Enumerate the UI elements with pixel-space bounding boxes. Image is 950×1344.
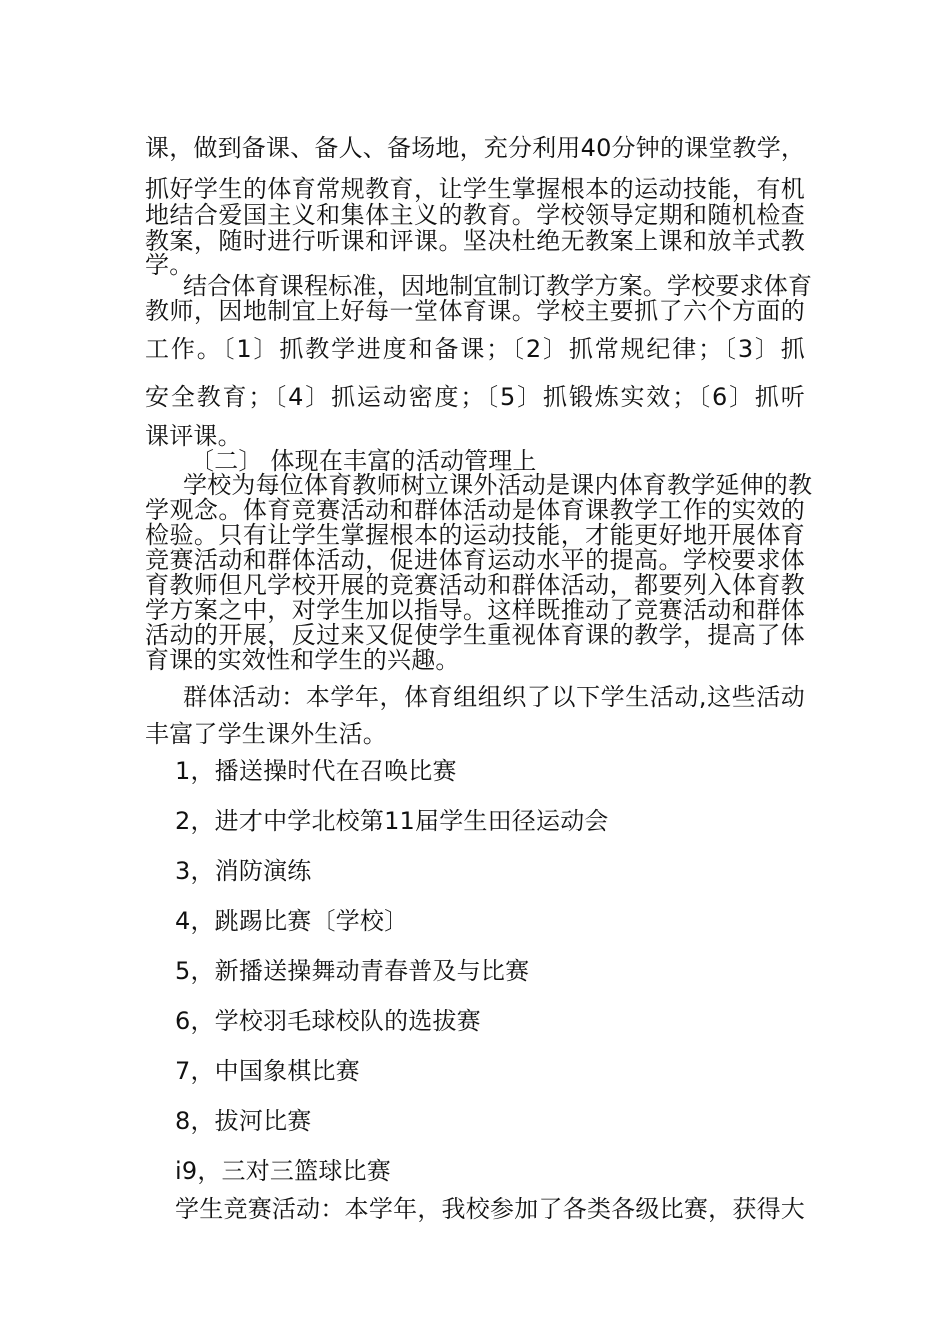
list-item: 3，消防演练: [175, 857, 312, 885]
paragraph-line: 检验。只有让学生掌握根本的运动技能，才能更好地开展体育: [145, 521, 805, 549]
paragraph-line: 学观念。体育竞赛活动和群体活动是体育课教学工作的实效的: [145, 496, 805, 524]
paragraph-line: 育课的实效性和学生的兴趣。: [145, 646, 460, 674]
paragraph-line: 结合体育课程标准，因地制宜制订教学方案。学校要求体育: [183, 272, 813, 300]
list-item: 2，进才中学北校第11届学生田径运动会: [175, 807, 609, 835]
paragraph-line: 教案，随时进行听课和评课。坚决杜绝无教案上课和放羊式教: [145, 227, 805, 255]
list-item: 5，新播送操舞动青春普及与比赛: [175, 957, 530, 985]
paragraph-line: 育教师但凡学校开展的竞赛活动和群体活动，都要列入体育教: [145, 571, 805, 599]
paragraph-line: 丰富了学生课外生活。: [145, 720, 387, 748]
paragraph-line: 课评课。: [145, 422, 242, 450]
list-item: i9，三对三篮球比赛: [175, 1157, 391, 1185]
paragraph-line: 工作。〔1〕抓教学进度和备课；〔2〕抓常规纪律；〔3〕抓: [145, 335, 805, 363]
paragraph-line: 学方案之中，对学生加以指导。这样既推动了竞赛活动和群体: [145, 596, 805, 624]
paragraph-line: 竞赛活动和群体活动，促进体育运动水平的提高。学校要求体: [145, 546, 805, 574]
list-item: 6，学校羽毛球校队的选拔赛: [175, 1007, 481, 1035]
paragraph-line: 学校为每位体育教师树立课外活动是课内体育教学延伸的教: [183, 471, 813, 499]
paragraph-line: 安全教育；〔4〕抓运动密度；〔5〕抓锻炼实效；〔6〕抓听: [145, 383, 805, 411]
paragraph-line: 抓好学生的体育常规教育，让学生掌握根本的运动技能，有机: [145, 175, 805, 203]
paragraph-line: 学。: [145, 251, 194, 279]
paragraph-line: 活动的开展，反过来又促使学生重视体育课的教学，提高了体: [145, 621, 805, 649]
list-item: 1，播送操时代在召唤比赛: [175, 757, 457, 785]
list-item: 8，拔河比赛: [175, 1107, 312, 1135]
paragraph-line: 教师，因地制宜上好每一堂体育课。学校主要抓了六个方面的: [145, 297, 805, 325]
paragraph-line: 课，做到备课、备人、备场地，充分利用40分钟的课堂教学，: [145, 134, 806, 162]
list-item: 7，中国象棋比赛: [175, 1057, 360, 1085]
paragraph-line: 学生竞赛活动：本学年，我校参加了各类各级比赛，获得大: [175, 1195, 805, 1223]
list-item: 4，跳踢比赛〔学校〕: [175, 907, 409, 935]
paragraph-line: 群体活动：本学年，体育组组织了以下学生活动,这些活动: [183, 683, 805, 711]
paragraph-line: 地结合爱国主义和集体主义的教育。学校领导定期和随机检查: [145, 201, 805, 229]
section-heading: 〔二〕 体现在丰富的活动管理上: [190, 447, 537, 475]
